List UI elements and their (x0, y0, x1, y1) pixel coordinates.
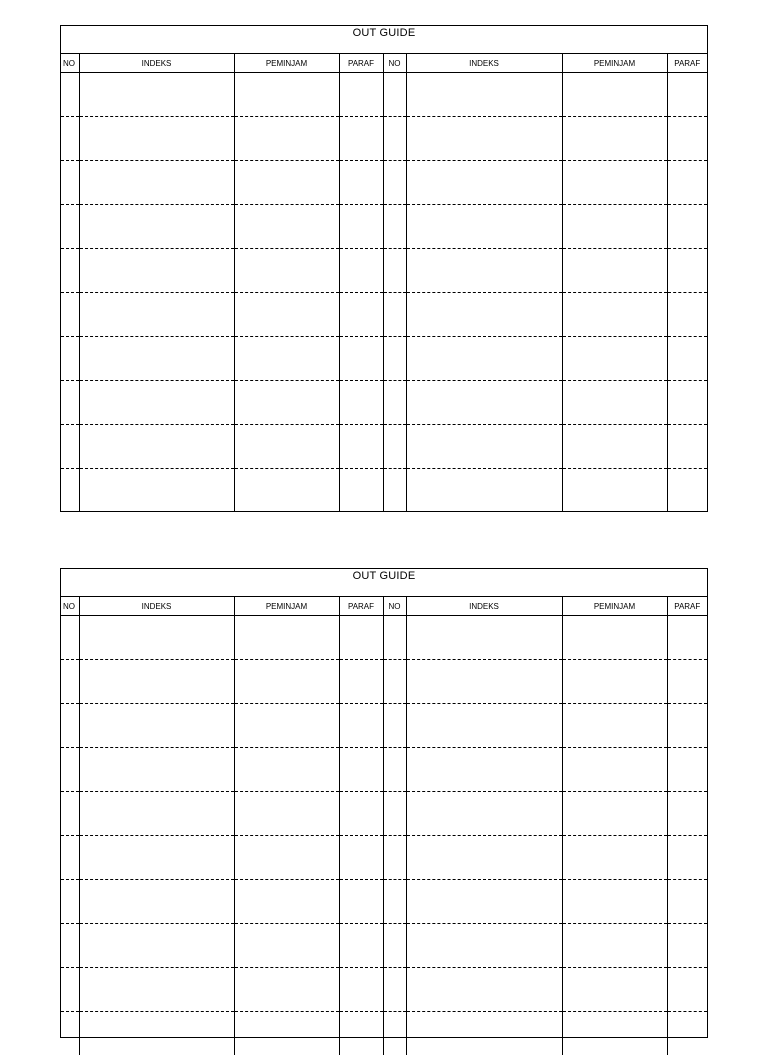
out-guide-table (61, 597, 707, 1055)
indeks-cell (406, 792, 562, 836)
paraf-cell (667, 792, 707, 836)
peminjam-cell (562, 205, 667, 249)
no-cell (61, 249, 79, 293)
paraf-cell (667, 293, 707, 337)
no-cell (383, 469, 406, 513)
peminjam-cell (234, 968, 339, 1012)
table-row (61, 660, 707, 704)
peminjam-cell (562, 968, 667, 1012)
paraf-cell (667, 469, 707, 513)
indeks-cell (79, 249, 234, 293)
table-row (61, 249, 707, 293)
paraf-cell (667, 161, 707, 205)
indeks-cell (79, 968, 234, 1012)
indeks-cell (79, 616, 234, 660)
indeks-cell (79, 924, 234, 968)
peminjam-cell (562, 249, 667, 293)
no-cell (61, 968, 79, 1012)
paraf-cell (667, 73, 707, 117)
peminjam-cell (562, 660, 667, 704)
no-cell (383, 1012, 406, 1055)
no-cell (61, 117, 79, 161)
indeks-cell (79, 73, 234, 117)
paraf-cell (339, 249, 383, 293)
indeks-cell (79, 660, 234, 704)
header-paraf: PARAF (339, 54, 383, 73)
paraf-cell (339, 205, 383, 249)
indeks-cell (406, 205, 562, 249)
peminjam-cell (234, 337, 339, 381)
indeks-cell (79, 117, 234, 161)
paraf-cell (339, 660, 383, 704)
table-row (61, 616, 707, 660)
indeks-cell (79, 792, 234, 836)
indeks-cell (406, 425, 562, 469)
no-cell (61, 1012, 79, 1055)
peminjam-cell (562, 469, 667, 513)
indeks-cell (406, 293, 562, 337)
paraf-cell (667, 968, 707, 1012)
peminjam-cell (562, 425, 667, 469)
no-cell (383, 293, 406, 337)
indeks-cell (79, 381, 234, 425)
paraf-cell (339, 704, 383, 748)
paraf-cell (667, 205, 707, 249)
header-peminjam: PEMINJAM (234, 597, 339, 616)
no-cell (61, 880, 79, 924)
no-cell (383, 968, 406, 1012)
no-cell (61, 161, 79, 205)
no-cell (61, 469, 79, 513)
paraf-cell (667, 880, 707, 924)
table-row (61, 792, 707, 836)
header-indeks: INDEKS (406, 54, 562, 73)
table-row (61, 381, 707, 425)
indeks-cell (406, 968, 562, 1012)
indeks-cell (406, 1012, 562, 1055)
paraf-cell (667, 249, 707, 293)
header-no: NO (61, 597, 79, 616)
no-cell (383, 880, 406, 924)
indeks-cell (79, 205, 234, 249)
peminjam-cell (234, 1012, 339, 1055)
peminjam-cell (234, 249, 339, 293)
paraf-cell (667, 616, 707, 660)
indeks-cell (79, 293, 234, 337)
paraf-cell (339, 616, 383, 660)
indeks-cell (406, 748, 562, 792)
paraf-cell (339, 1012, 383, 1055)
table-row (61, 924, 707, 968)
table-row (61, 880, 707, 924)
paraf-cell (339, 924, 383, 968)
indeks-cell (406, 616, 562, 660)
peminjam-cell (562, 748, 667, 792)
peminjam-cell (562, 117, 667, 161)
peminjam-cell (562, 337, 667, 381)
peminjam-cell (234, 293, 339, 337)
peminjam-cell (234, 381, 339, 425)
no-cell (383, 205, 406, 249)
indeks-cell (79, 704, 234, 748)
paraf-cell (339, 337, 383, 381)
paraf-cell (339, 968, 383, 1012)
peminjam-cell (234, 748, 339, 792)
peminjam-cell (234, 117, 339, 161)
peminjam-cell (234, 205, 339, 249)
no-cell (383, 924, 406, 968)
indeks-cell (79, 880, 234, 924)
paraf-cell (339, 792, 383, 836)
no-cell (61, 660, 79, 704)
paraf-cell (667, 836, 707, 880)
no-cell (61, 381, 79, 425)
indeks-cell (406, 924, 562, 968)
peminjam-cell (234, 836, 339, 880)
header-peminjam: PEMINJAM (234, 54, 339, 73)
no-cell (383, 792, 406, 836)
paraf-cell (339, 836, 383, 880)
indeks-cell (79, 1012, 234, 1055)
peminjam-cell (234, 616, 339, 660)
indeks-cell (79, 161, 234, 205)
paraf-cell (667, 381, 707, 425)
indeks-cell (79, 337, 234, 381)
peminjam-cell (234, 792, 339, 836)
table-row (61, 337, 707, 381)
table-row (61, 748, 707, 792)
out-guide-form-1 (60, 25, 708, 512)
paraf-cell (339, 117, 383, 161)
header-paraf: PARAF (667, 54, 707, 73)
paraf-cell (667, 704, 707, 748)
no-cell (61, 337, 79, 381)
indeks-cell (406, 704, 562, 748)
table-row (61, 293, 707, 337)
table-row (61, 704, 707, 748)
header-indeks: INDEKS (79, 54, 234, 73)
no-cell (383, 381, 406, 425)
paraf-cell (339, 73, 383, 117)
peminjam-cell (562, 836, 667, 880)
no-cell (61, 616, 79, 660)
out-guide-form-2 (60, 568, 708, 1038)
header-peminjam: PEMINJAM (562, 54, 667, 73)
paraf-cell (339, 425, 383, 469)
peminjam-cell (234, 161, 339, 205)
peminjam-cell (562, 880, 667, 924)
no-cell (61, 73, 79, 117)
table-row (61, 205, 707, 249)
header-peminjam: PEMINJAM (562, 597, 667, 616)
indeks-cell (406, 836, 562, 880)
paraf-cell (339, 748, 383, 792)
paraf-cell (339, 161, 383, 205)
paraf-cell (667, 660, 707, 704)
table-row (61, 1012, 707, 1055)
peminjam-cell (562, 381, 667, 425)
peminjam-cell (562, 792, 667, 836)
table-row (61, 469, 707, 513)
no-cell (61, 425, 79, 469)
peminjam-cell (234, 469, 339, 513)
no-cell (61, 792, 79, 836)
peminjam-cell (234, 425, 339, 469)
no-cell (61, 293, 79, 337)
paraf-cell (339, 880, 383, 924)
table-row (61, 968, 707, 1012)
no-cell (383, 249, 406, 293)
header-row (61, 597, 707, 616)
header-paraf: PARAF (667, 597, 707, 616)
table-body (61, 73, 707, 513)
paraf-cell (667, 425, 707, 469)
indeks-cell (406, 117, 562, 161)
paraf-cell (339, 293, 383, 337)
peminjam-cell (562, 924, 667, 968)
header-no: NO (61, 54, 79, 73)
paraf-cell (667, 924, 707, 968)
paraf-cell (667, 748, 707, 792)
paraf-cell (667, 337, 707, 381)
no-cell (383, 660, 406, 704)
indeks-cell (406, 381, 562, 425)
table-row (61, 836, 707, 880)
peminjam-cell (562, 1012, 667, 1055)
header-indeks: INDEKS (79, 597, 234, 616)
table-row (61, 117, 707, 161)
peminjam-cell (234, 704, 339, 748)
no-cell (61, 205, 79, 249)
no-cell (383, 161, 406, 205)
peminjam-cell (562, 73, 667, 117)
peminjam-cell (234, 660, 339, 704)
peminjam-cell (234, 73, 339, 117)
no-cell (383, 73, 406, 117)
out-guide-table (61, 54, 707, 512)
table-row (61, 425, 707, 469)
indeks-cell (79, 425, 234, 469)
peminjam-cell (562, 704, 667, 748)
peminjam-cell (562, 161, 667, 205)
no-cell (383, 337, 406, 381)
indeks-cell (406, 73, 562, 117)
no-cell (383, 425, 406, 469)
no-cell (383, 704, 406, 748)
header-no: NO (383, 597, 406, 616)
indeks-cell (406, 337, 562, 381)
indeks-cell (406, 469, 562, 513)
form-title: OUT GUIDE (61, 26, 707, 54)
indeks-cell (406, 660, 562, 704)
table-body (61, 616, 707, 1055)
no-cell (383, 836, 406, 880)
no-cell (61, 836, 79, 880)
no-cell (61, 748, 79, 792)
header-paraf: PARAF (339, 597, 383, 616)
indeks-cell (79, 836, 234, 880)
no-cell (383, 748, 406, 792)
peminjam-cell (562, 293, 667, 337)
indeks-cell (406, 161, 562, 205)
no-cell (61, 924, 79, 968)
indeks-cell (406, 249, 562, 293)
paraf-cell (667, 117, 707, 161)
indeks-cell (79, 748, 234, 792)
no-cell (383, 616, 406, 660)
paraf-cell (667, 1012, 707, 1055)
paraf-cell (339, 381, 383, 425)
peminjam-cell (234, 880, 339, 924)
header-indeks: INDEKS (406, 597, 562, 616)
header-no: NO (383, 54, 406, 73)
form-title: OUT GUIDE (61, 569, 707, 597)
table-row (61, 161, 707, 205)
peminjam-cell (234, 924, 339, 968)
indeks-cell (406, 880, 562, 924)
header-row (61, 54, 707, 73)
table-row (61, 73, 707, 117)
no-cell (61, 704, 79, 748)
peminjam-cell (562, 616, 667, 660)
no-cell (383, 117, 406, 161)
indeks-cell (79, 469, 234, 513)
paraf-cell (339, 469, 383, 513)
